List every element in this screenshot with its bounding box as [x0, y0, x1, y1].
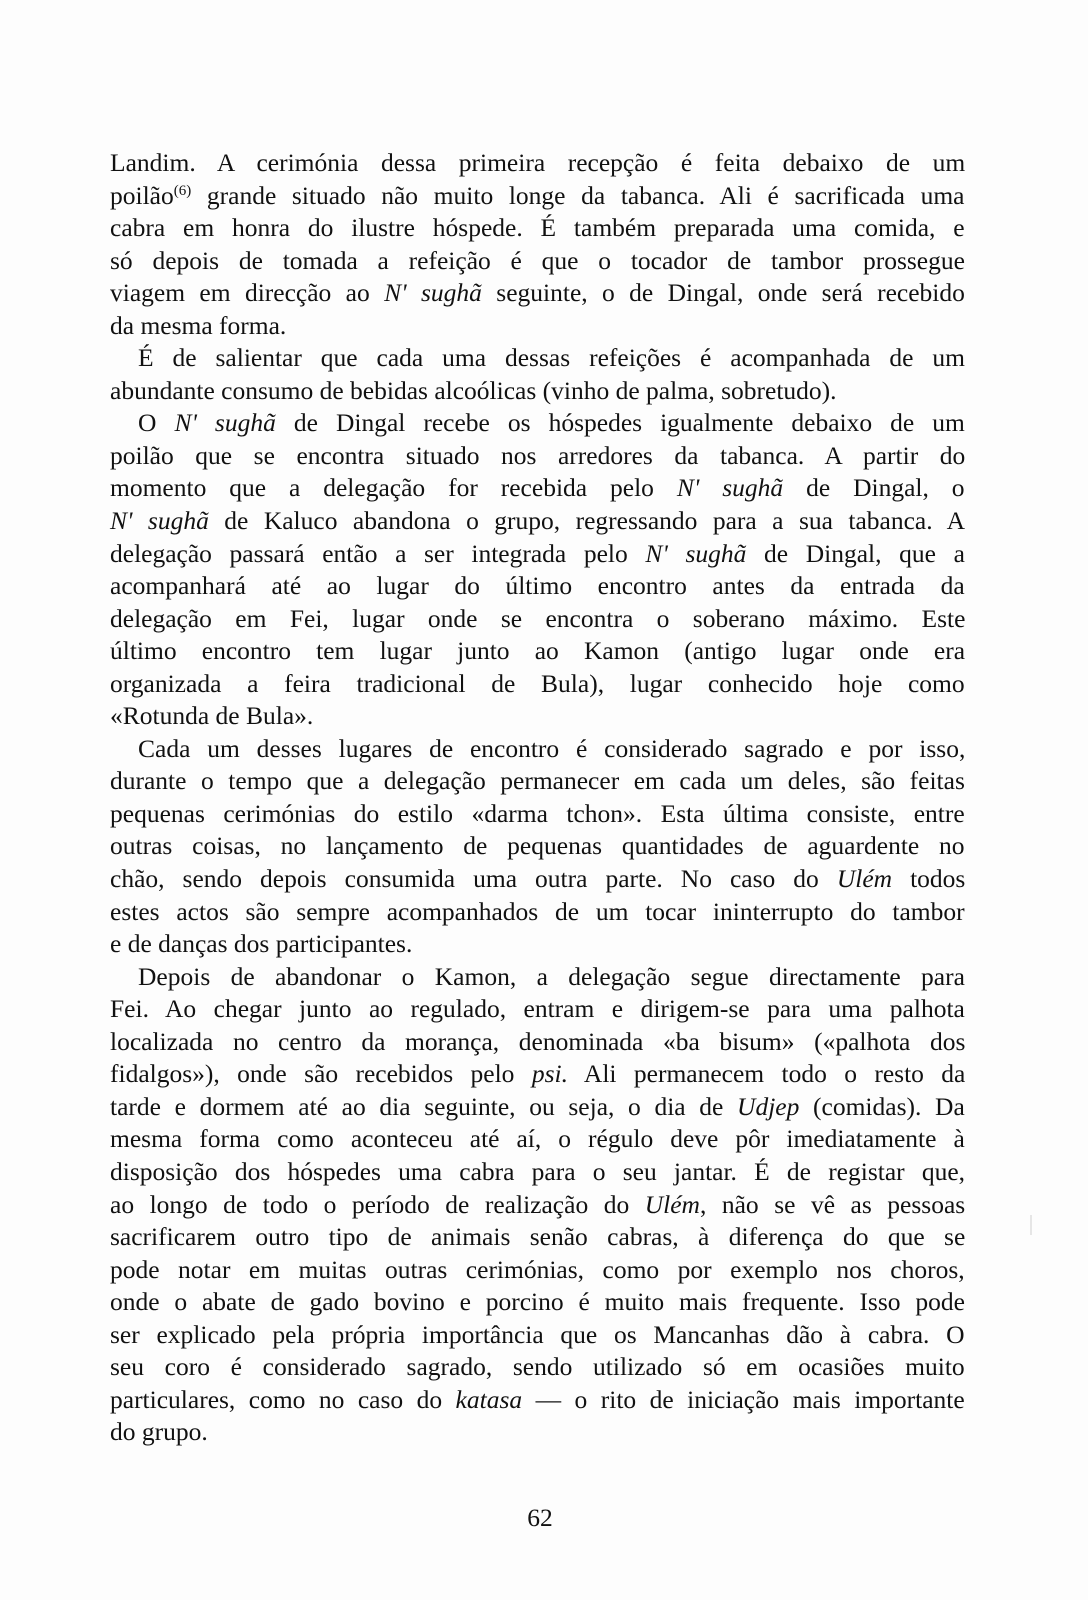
paragraph: [110, 147, 965, 342]
italic-term: Ulém: [644, 1189, 700, 1219]
text-line: [110, 375, 965, 408]
text-line: [110, 245, 965, 278]
text-line: [110, 407, 965, 440]
text-line: [110, 928, 965, 961]
text-line: [110, 212, 965, 245]
text-line: [110, 1189, 965, 1222]
text-segment: outras coisas, no lançamento de pequenas quantidades de aguardente no: [110, 831, 965, 861]
text-line: [110, 603, 965, 636]
text-segment: (comidas). Da: [799, 1091, 965, 1121]
text-segment: durante o tempo que a delegação permanecer em cada um deles, são feitas: [110, 766, 965, 796]
text-line: [110, 1058, 965, 1091]
text-line: [110, 570, 965, 603]
text-line: [110, 1156, 965, 1189]
text-line: [110, 1091, 965, 1124]
text-line: [110, 993, 965, 1026]
text-segment: poilão que se encontra situado nos arredores da tabanca. A partir do: [110, 440, 966, 470]
text-line: [110, 961, 965, 994]
text-segment: ao longo de todo o período de realização do: [110, 1189, 645, 1219]
italic-term: Udjep: [737, 1091, 800, 1121]
text-segment: delegação passará então a ser integrada pelo: [110, 538, 646, 568]
text-segment: chão, sendo depois consumida uma outra parte. No caso do: [110, 864, 837, 894]
text-segment: Ali permanecem todo o resto da: [567, 1059, 966, 1089]
text-segment: disposição dos hóspedes uma cabra para o seu jantar. É de registar que,: [110, 1156, 966, 1186]
text-line: [110, 830, 965, 863]
italic-term: katasa: [455, 1384, 523, 1414]
text-segment: momento que a delegação for recebida pelo: [110, 473, 677, 503]
text-segment: particulares, como no caso do: [110, 1384, 456, 1414]
text-line: [110, 863, 965, 896]
text-line: [110, 342, 965, 375]
text-segment: Fei. Ao chegar junto ao regulado, entram e dirigem-se para uma palhota: [110, 994, 965, 1024]
text-segment: Cada um desses lugares de encontro é considerado sagrado e por isso,: [138, 733, 966, 763]
body-text: [110, 147, 965, 1449]
text-segment: Depois de abandonar o Kamon, a delegação segue directamente para: [138, 961, 965, 991]
text-line: [110, 1384, 965, 1417]
text-line: [110, 635, 965, 668]
text-line: [110, 1286, 965, 1319]
text-line: [110, 1026, 965, 1059]
text-segment: da mesma forma.: [110, 310, 287, 340]
text-line: [110, 1254, 965, 1287]
text-segment: , não se vê as pessoas: [699, 1189, 966, 1219]
paragraph: [110, 342, 965, 407]
italic-term: N' sughã: [676, 473, 784, 503]
text-line: [110, 538, 965, 571]
text-segment: — o rito de iniciação mais importante: [522, 1384, 965, 1414]
text-line: [110, 765, 965, 798]
page-number-label: 62: [527, 1503, 553, 1532]
text-segment: acompanhará até ao lugar do último encontro antes da entrada da: [110, 571, 965, 601]
text-segment: sacrificarem outro tipo de animais senão cabras, à diferença do que se: [110, 1222, 966, 1252]
text-segment: do grupo.: [110, 1417, 208, 1447]
text-segment: organizada a feira tradicional de Bula), lugar conhecido hoje como: [110, 668, 965, 698]
text-segment: delegação em Fei, lugar onde se encontra o soberano máximo. Este: [110, 603, 966, 633]
text-line: [110, 180, 965, 213]
text-line: [110, 1221, 965, 1254]
text-segment: só depois de tomada a refeição é que o tocador de tambor prossegue: [110, 245, 965, 275]
text-segment: Landim. A cerimónia dessa primeira recepção é feita debaixo de um: [110, 148, 966, 177]
text-segment: cabra em honra do ilustre hóspede. É também preparada uma comida, e: [110, 213, 965, 243]
text-line: [110, 440, 965, 473]
italic-term: N' sughã: [384, 278, 482, 308]
text-segment: É de salientar que cada uma dessas refeições é acompanhada de um: [138, 343, 965, 373]
text-line: [110, 700, 965, 733]
text-segment: onde o abate de gado bovino e porcino é muito mais frequente. Isso pode: [110, 1287, 965, 1317]
text-line: [110, 147, 965, 180]
text-segment: abundante consumo de bebidas alcoólicas (vinho de palma, sobretudo).: [110, 375, 837, 405]
italic-term: N' sughã: [110, 506, 209, 536]
paragraph: [110, 961, 965, 1449]
text-segment: pode notar em muitas outras cerimónias, como por exemplo nos choros,: [110, 1254, 965, 1284]
text-segment: localizada no centro da morança, denominada «ba bisum» («palhota dos: [110, 1026, 966, 1056]
text-line: [110, 1416, 965, 1449]
text-segment: pequenas cerimónias do estilo «darma tchon». Esta última consiste, entre: [110, 798, 965, 828]
page-number: [0, 1502, 1088, 1534]
text-line: [110, 668, 965, 701]
text-segment: e de danças dos participantes.: [110, 929, 413, 959]
text-line: [110, 896, 965, 929]
text-segment: todos: [892, 864, 966, 894]
text-segment: «Rotunda de Bula».: [110, 701, 314, 731]
text-line: [110, 1319, 965, 1352]
text-segment: poilão: [110, 180, 174, 210]
footnote-reference: (6): [173, 182, 192, 199]
text-segment: de Dingal, o: [783, 473, 965, 503]
text-segment: estes actos são sempre acompanhados de um tocar ininterrupto do tambor: [110, 896, 965, 926]
text-segment: grande situado não muito longe da tabanca. Ali é sacrificada uma: [191, 180, 965, 210]
text-segment: de Dingal, que a: [746, 538, 965, 568]
italic-term: N' sughã: [645, 538, 747, 568]
italic-term: psi.: [531, 1059, 568, 1089]
text-line: [110, 733, 965, 766]
text-segment: ser explicado pela própria importância que os Mancanhas dão à cabra. O: [110, 1319, 965, 1349]
text-segment: viagem em direcção ao: [110, 278, 385, 308]
italic-term: N' sughã: [174, 408, 276, 438]
text-line: [110, 1351, 965, 1384]
text-segment: O: [138, 408, 175, 438]
text-line: [110, 472, 965, 505]
paragraph: [110, 407, 965, 732]
text-segment: tarde e dormem até ao dia seguinte, ou seja, o dia de: [110, 1091, 738, 1121]
text-segment: fidalgos»), onde são recebidos pelo: [110, 1059, 532, 1089]
scan-artifact: [1030, 1215, 1032, 1235]
text-segment: seguinte, o de Dingal, onde será recebido: [481, 278, 965, 308]
text-segment: de Dingal recebe os hóspedes igualmente debaixo de um: [275, 408, 965, 438]
text-line: [110, 1123, 965, 1156]
text-segment: de Kaluco abandona o grupo, regressando para a sua tabanca. A: [208, 506, 966, 536]
text-segment: mesma forma como aconteceu até aí, o régulo deve pôr imediatamente à: [110, 1124, 965, 1154]
text-segment: último encontro tem lugar junto ao Kamon (antigo lugar onde era: [110, 636, 966, 666]
text-line: [110, 798, 965, 831]
text-segment: seu coro é considerado sagrado, sendo utilizado só em ocasiões muito: [110, 1352, 965, 1382]
text-line: [110, 505, 965, 538]
paragraph: [110, 733, 965, 961]
text-line: [110, 277, 965, 310]
text-line: [110, 310, 965, 343]
italic-term: Ulém: [836, 864, 893, 894]
